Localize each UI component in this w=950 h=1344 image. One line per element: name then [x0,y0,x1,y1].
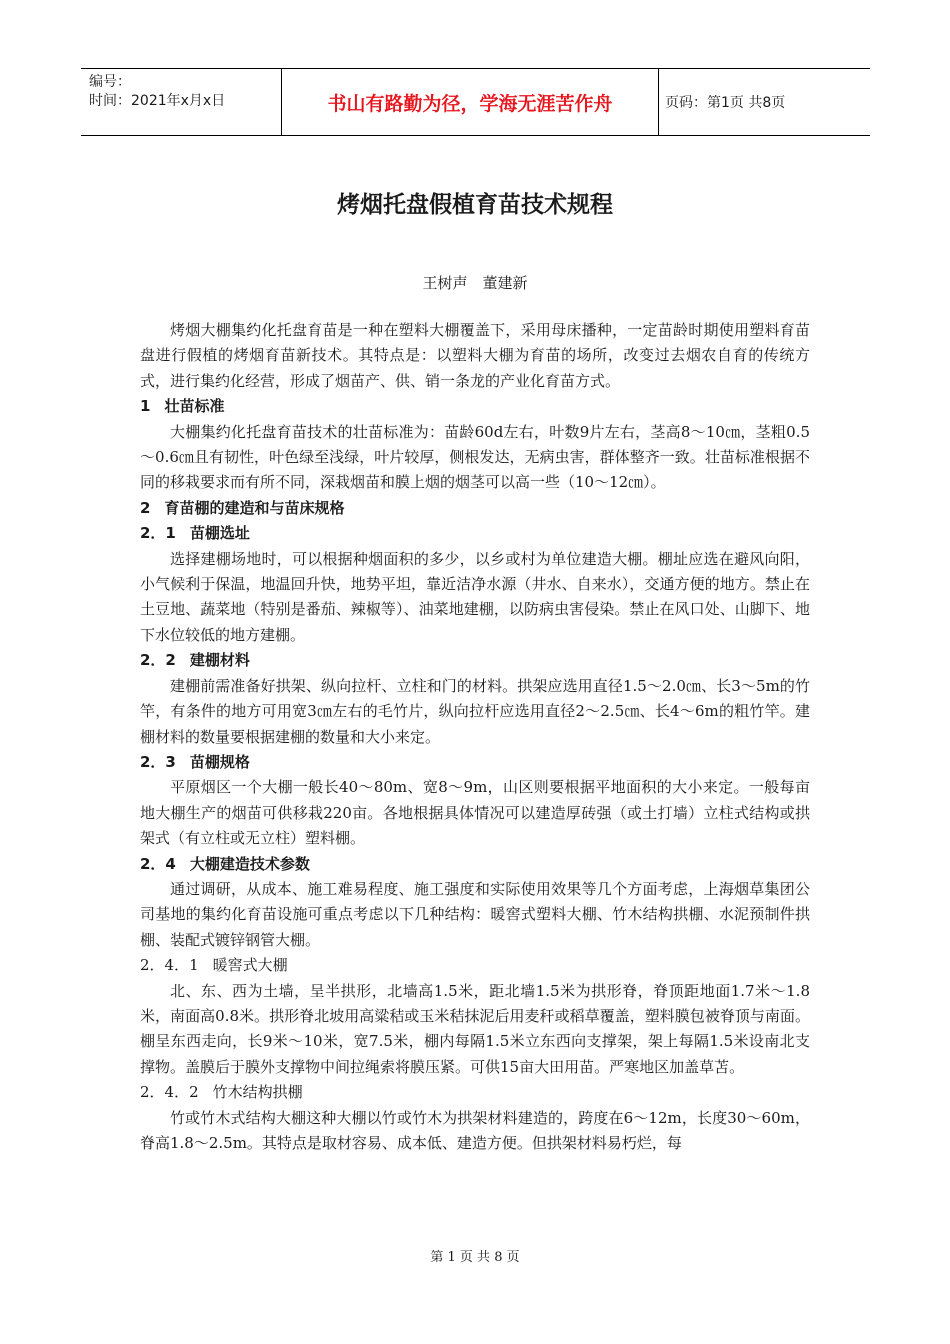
section-heading [140,496,810,521]
section-heading [140,394,810,419]
intro-paragraph: 烤烟大棚集约化托盘育苗是一种在塑料大棚覆盖下，采用母床播种，一定苗龄时期使用塑料育苗盘进行假植的烤烟育苗新技术。其特点是：以塑料大棚为育苗的场所，改变过去烟农自育的传统方式，进行集约化经营，形成了烟苗产、供、销一条龙的产业化育苗方式。 [140,321,810,390]
paragraph: 通过调研，从成本、施工难易程度、施工强度和实际使用效果等几个方面考虑，上海烟草集团公司基地的集约化育苗设施可重点考虑以下几种结构：暖窖式塑料大棚、竹木结构拱棚、水泥预制件拱棚、装配式镀锌钢管大棚。 [140,879,810,949]
paragraph: 竹或竹木式结构大棚这种大棚以竹或竹木为拱架材料建造的，跨度在6～12m，长度30～60m，脊高1.8～2.5m。其特点是取材容易、成本低、建造方便。但拱架材料易朽烂，每 [140,1108,810,1152]
section-title: 暖窖式大棚 [212,956,288,975]
subsection-heading [140,750,810,775]
section-number: 2．1 [140,524,176,543]
header-motto: 书山有路勤为径，学海无涯苦作舟 [327,92,613,115]
header-page-info: 页码：第1页 共8页 [665,95,786,111]
sub-subsection-heading [140,953,810,978]
subsection-heading [140,852,810,877]
section-title: 苗棚规格 [189,752,250,771]
document-body [140,318,810,1156]
section-title: 壮苗标准 [164,397,225,416]
subsection-heading [140,521,810,546]
section-number: 2．2 [140,651,176,670]
code-label: 编号： [89,74,131,90]
document-authors: 王树声 董建新 [422,274,528,292]
header-meta [89,73,279,111]
section-title: 苗棚选址 [189,524,250,543]
paragraph: 选择建棚场地时，可以根据种烟面积的多少，以乡或村为单位建造大棚。棚址应选在避风向阳，小气候利于保温，地温回升快，地势平坦，靠近洁净水源（井水、自来水），交通方便的地方。禁止在土豆地、蔬菜地（特别是番茄、辣椒等）、油菜地建棚，以防病虫害侵染。禁止在风口处、山脚下、地下水位较低的地方建棚。 [140,549,810,644]
section-title: 大棚建造技术参数 [189,854,310,873]
paragraph: 建棚前需准备好拱架、纵向拉杆、立柱和门的材料。拱架应选用直径1.5～2.0㎝、长3～5m的竹竿，有条件的地方可用宽3㎝左右的毛竹片，纵向拉杆应选用直径2～2.5㎝、长4～6m的粗竹竿。建棚材料的数量要根据建棚的数量和大小来定。 [140,676,810,746]
paragraph: 平原烟区一个大棚一般长40～80m、宽8～9m，山区则要根据平地面积的大小来定。一般每亩地大棚生产的烟苗可供移栽220亩。各地根据具体情况可以建造厚砖强（或土打墙）立柱式结构或拱架式（有立柱或无立柱）塑料棚。 [140,778,810,848]
section-number: 1 [140,397,151,416]
sub-subsection-heading [140,1080,810,1105]
section-number: 2．4．1 [140,956,199,975]
header-table [81,68,870,136]
paragraph: 北、东、西为土墙，呈半拱形，北墙高1.5米，距北墙1.5米为拱形脊，脊顶距地面1.7米～1.8米，南面高0.8米。拱形脊北坡用高粱秸或玉米秸抹泥后用麦秆或稻草覆盖，塑料膜包被脊顶与南面。棚呈东西走向，长9米～10米，宽7.5米，棚内每隔1.5米立东西向支撑架，架上每隔1.5米设南北支撑物。盖膜后于膜外支撑物中间拉绳索将膜压紧。可供15亩大田用苗。严寒地区加盖草苫。 [140,981,810,1076]
section-number: 2 [140,498,151,517]
section-number: 2．3 [140,752,176,771]
section-title: 育苗棚的建造和与苗床规格 [164,498,345,517]
section-number: 2．4 [140,854,176,873]
section-title: 竹木结构拱棚 [212,1083,303,1102]
date-label: 时间：2021年x月x日 [89,93,226,109]
subsection-heading [140,648,810,673]
document-title: 烤烟托盘假植育苗技术规程 [337,192,613,218]
paragraph: 大棚集约化托盘育苗技术的壮苗标准为：苗龄60d左右，叶数9片左右，茎高8～10㎝，茎粗0.5～0.6㎝且有韧性，叶色绿至浅绿，叶片较厚，侧根发达，无病虫害，群体整齐一致。壮苗标准根据不同的移栽要求而有所不同，深栽烟苗和膜上烟的烟茎可以高一些（10～12㎝）。 [140,422,810,492]
section-number: 2．4．2 [140,1083,199,1102]
section-title: 建棚材料 [189,651,250,670]
page-footer: 第 1 页 共 8 页 [430,1250,520,1265]
header-divider [658,69,659,135]
